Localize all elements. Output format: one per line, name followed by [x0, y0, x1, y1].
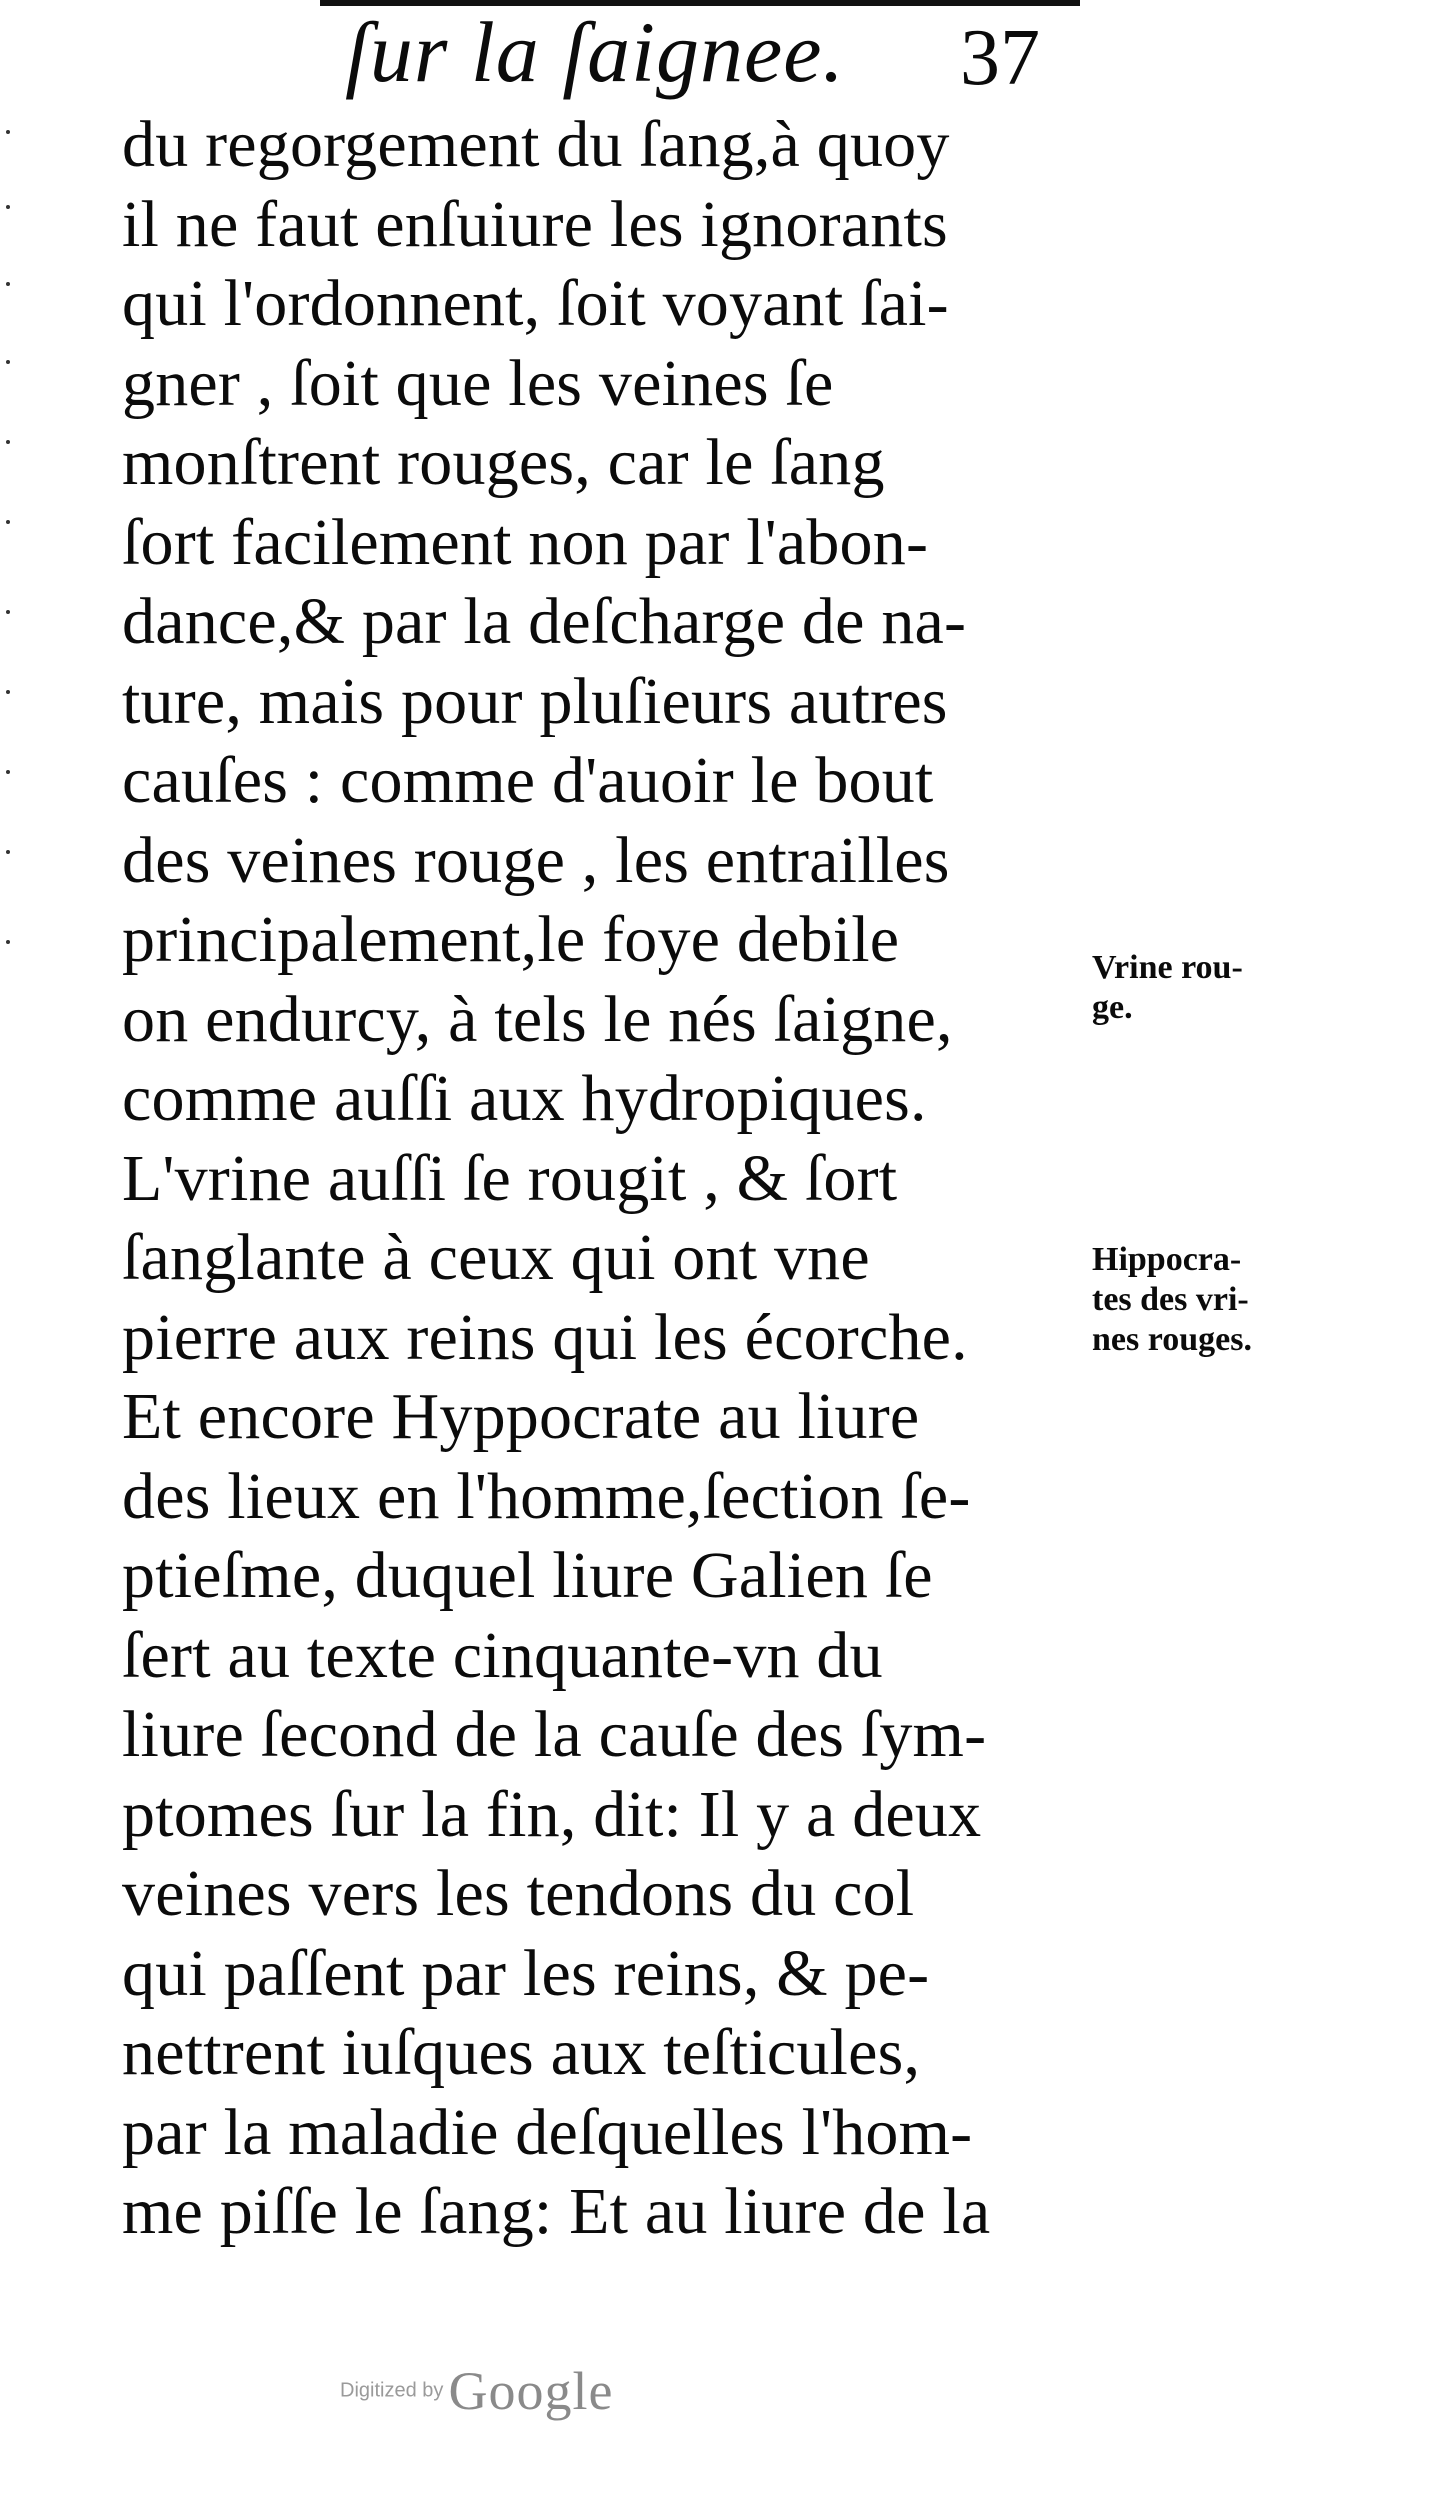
text-line: ptieſme, duquel liure Galien ſe: [122, 1539, 933, 1612]
margin-note-line: nes rouges.: [1092, 1321, 1252, 1358]
text-line: L'vrine auſſi ſe rougit , & ſort: [122, 1141, 898, 1215]
running-head: ſur la ſaignee.: [345, 4, 845, 100]
digitized-by-label: Digitized by: [340, 2379, 444, 2402]
text-line: ſort facilement non par l'abon-: [122, 505, 929, 579]
text-line: veines vers les tendons du col: [122, 1857, 915, 1930]
text-line: pierre aux reins qui les écorche.: [122, 1300, 968, 1374]
margin-note-line: ge.: [1092, 989, 1133, 1026]
text-line: ptomes ſur la fin, dit: Il y a deux: [122, 1777, 982, 1851]
body-text: [122, 105, 1082, 2252]
text-line: on endurcy, à tels le nés ſaigne,: [122, 982, 953, 1056]
margin-note-line: tes des vri-: [1092, 1281, 1249, 1318]
text-line: par la maladie deſquelles l'hom-: [122, 2095, 973, 2169]
margin-note-line: Vrine rou-: [1092, 949, 1243, 986]
text-line: du regorgement du ſang,à quoy: [122, 108, 950, 181]
text-line: qui l'ordonnent, ſoit voyant ſai-: [122, 267, 949, 340]
digitized-footer: [340, 2360, 613, 2422]
margin-note-line: Hippocra-: [1092, 1241, 1242, 1278]
text-line: ſanglante à ceux qui ont vne: [122, 1221, 870, 1294]
text-line: principalement,le foye debile: [122, 903, 900, 976]
text-line: me piſſe le ſang: Et au liure de la: [122, 2175, 991, 2248]
text-line: dance,& par la deſcharge de na-: [122, 585, 967, 658]
text-line: ture, mais pour pluſieurs autres: [122, 664, 948, 738]
google-logo: Google: [448, 2361, 614, 2421]
margin-note-vrine-rouge: [1092, 948, 1243, 1028]
text-line: des veines rouge , les entrailles: [122, 823, 950, 897]
text-line: monſtrent rouges, car le ſang: [122, 426, 885, 499]
text-line: nettrent iuſques aux teſticules,: [122, 2016, 921, 2089]
text-line: ſert au texte cinquante-vn du: [122, 1618, 883, 1692]
page-edge-marks: [0, 0, 30, 2500]
text-line: des lieux en l'homme,ſection ſe-: [122, 1459, 971, 1533]
text-line: cauſes : comme d'auoir le bout: [122, 744, 934, 817]
text-line: Et encore Hyppocrate au liure: [122, 1380, 920, 1453]
text-line: liure ſecond de la cauſe des ſym-: [122, 1698, 987, 1771]
page-number: 37: [960, 14, 1040, 102]
text-line: qui paſſent par les reins, & pe-: [122, 1936, 930, 2010]
margin-note-hippocrates: [1092, 1240, 1252, 1360]
text-line: gner , ſoit que les veines ſe: [122, 346, 834, 420]
text-line: il ne faut enſuiure les ignorants: [122, 187, 948, 261]
text-line: comme auſſi aux hydropiques.: [122, 1062, 927, 1135]
